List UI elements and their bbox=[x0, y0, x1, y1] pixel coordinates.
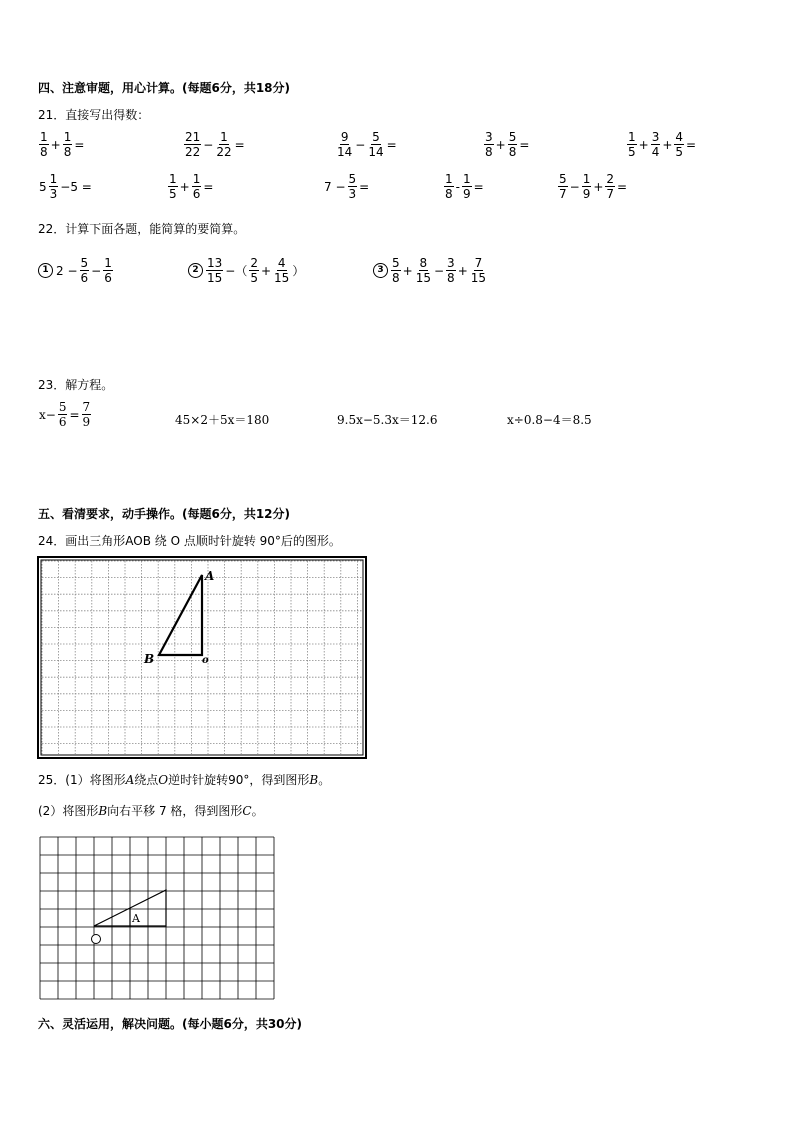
q21-expression bbox=[167, 172, 214, 201]
fraction bbox=[58, 400, 68, 429]
numerator: 7 bbox=[474, 256, 483, 270]
fraction bbox=[82, 400, 92, 429]
denominator: 8 bbox=[445, 187, 453, 201]
fraction bbox=[273, 256, 290, 285]
operator-text: − bbox=[433, 263, 445, 278]
operator-text: = bbox=[686, 137, 697, 152]
fraction bbox=[63, 130, 73, 159]
numerator: 7 bbox=[82, 400, 91, 414]
operator-text: −（ bbox=[225, 264, 248, 278]
fraction bbox=[508, 130, 518, 159]
section5-title: 五、看清要求，动手操作。(每题6分，共12分) bbox=[38, 507, 291, 521]
fraction bbox=[391, 256, 401, 285]
numerator: 5 bbox=[80, 256, 89, 270]
fraction bbox=[103, 256, 113, 285]
operator-text: = bbox=[519, 137, 530, 152]
operator-text: = bbox=[74, 137, 85, 152]
q23-equation bbox=[174, 411, 270, 428]
operator-text: x÷0.8−4＝8.5 bbox=[507, 413, 592, 427]
numerator: 1 bbox=[49, 172, 58, 186]
numerator: 21 bbox=[185, 130, 201, 144]
q21-expression bbox=[443, 172, 485, 201]
fraction bbox=[215, 130, 232, 159]
fraction bbox=[484, 130, 494, 159]
q21-expression bbox=[38, 130, 85, 159]
circled-number: 2 bbox=[188, 263, 203, 278]
numerator: 1 bbox=[104, 256, 112, 270]
fraction bbox=[367, 130, 384, 159]
denominator: 8 bbox=[40, 145, 48, 159]
fraction bbox=[206, 256, 223, 285]
q21-expression bbox=[335, 130, 398, 159]
fraction bbox=[627, 130, 637, 159]
circled-number: 1 bbox=[38, 263, 53, 278]
point-o-circle bbox=[92, 935, 101, 944]
operator-text: = bbox=[617, 179, 628, 194]
numerator: 5 bbox=[372, 130, 380, 144]
fraction bbox=[192, 172, 202, 201]
section6-title: 六、灵活运用，解决问题。(每小题6分，共30分) bbox=[38, 1017, 303, 1031]
numerator: 4 bbox=[277, 256, 286, 270]
operator-text: + bbox=[457, 263, 468, 278]
denominator: 22 bbox=[216, 145, 232, 159]
operator-text: = bbox=[359, 179, 370, 194]
numerator: 1 bbox=[63, 130, 72, 144]
denominator: 6 bbox=[80, 271, 89, 285]
fraction bbox=[249, 256, 259, 285]
numerator: 5 bbox=[559, 172, 567, 186]
operator-text: = bbox=[203, 179, 214, 194]
denominator: 15 bbox=[274, 271, 290, 285]
fraction bbox=[470, 256, 487, 285]
denominator: 22 bbox=[185, 145, 201, 159]
section4-title: 四、注意审题，用心计算。(每题6分，共18分) bbox=[38, 81, 291, 95]
numerator: 2 bbox=[606, 172, 615, 186]
q21-expression bbox=[626, 130, 697, 159]
operator-text: 45×2＋5x＝180 bbox=[175, 413, 270, 427]
denominator: 14 bbox=[368, 145, 384, 159]
numerator: 5 bbox=[348, 172, 357, 186]
operator-text: = bbox=[386, 137, 397, 152]
numerator: 1 bbox=[220, 130, 228, 144]
numerator: 1 bbox=[445, 172, 453, 186]
fraction bbox=[558, 172, 568, 201]
numerator: 1 bbox=[192, 172, 201, 186]
operator-text: 2 − bbox=[56, 263, 78, 278]
denominator: 8 bbox=[392, 271, 400, 285]
fraction bbox=[415, 256, 432, 285]
fraction bbox=[80, 256, 90, 285]
operator-text: = bbox=[473, 179, 484, 194]
point-a-label: A bbox=[205, 569, 215, 583]
numerator: 5 bbox=[508, 130, 517, 144]
fraction bbox=[582, 172, 592, 201]
q22-expression bbox=[38, 256, 114, 285]
shape-a-label: A bbox=[132, 912, 140, 925]
fraction bbox=[39, 130, 49, 159]
numerator: 9 bbox=[340, 130, 349, 144]
denominator: 4 bbox=[651, 145, 660, 159]
numerator: 1 bbox=[40, 130, 48, 144]
fraction bbox=[444, 172, 454, 201]
q23-equation bbox=[336, 411, 438, 428]
operator-text: 7 − bbox=[324, 179, 346, 194]
denominator: 6 bbox=[104, 271, 112, 285]
numerator: 8 bbox=[419, 256, 428, 270]
q24-label: 24．画出三角形AOB 绕 O 点顺时针旋转 90°后的图形。 bbox=[38, 534, 341, 548]
denominator: 5 bbox=[675, 145, 684, 159]
fraction bbox=[49, 172, 59, 201]
circled-number: 3 bbox=[373, 263, 388, 278]
operator-text: + bbox=[593, 179, 604, 194]
operator-text: + bbox=[179, 179, 190, 194]
q21-expression bbox=[38, 172, 93, 201]
q21-expression bbox=[183, 130, 246, 159]
denominator: 15 bbox=[207, 271, 223, 285]
denominator: 7 bbox=[559, 187, 567, 201]
denominator: 9 bbox=[462, 187, 471, 201]
denominator: 9 bbox=[582, 187, 591, 201]
denominator: 15 bbox=[470, 271, 487, 285]
operator-text: − bbox=[203, 137, 214, 152]
operator-text: + bbox=[260, 263, 272, 278]
operator-text: = bbox=[69, 407, 80, 422]
fraction bbox=[184, 130, 201, 159]
operator-text: 5 bbox=[39, 179, 47, 194]
operator-text: − bbox=[355, 137, 366, 152]
operator-text: - bbox=[455, 179, 460, 194]
q21-expression bbox=[323, 172, 370, 201]
q23-label: 23．解方程。 bbox=[38, 378, 114, 392]
denominator: 14 bbox=[337, 145, 353, 159]
denominator: 5 bbox=[169, 187, 177, 201]
fraction bbox=[462, 172, 472, 201]
q25-line2: (2）将图形B向右平移 7 格，得到图形C。 bbox=[38, 804, 264, 818]
fraction bbox=[168, 172, 178, 201]
denominator: 8 bbox=[63, 145, 72, 159]
denominator: 9 bbox=[82, 415, 91, 429]
operator-text: + bbox=[662, 137, 673, 152]
rotation-grid-figure bbox=[37, 556, 368, 760]
numerator: 1 bbox=[462, 172, 471, 186]
numerator: 1 bbox=[582, 172, 591, 186]
operator-text: + bbox=[638, 137, 649, 152]
q22-expression bbox=[188, 256, 305, 285]
operator-text: − bbox=[91, 263, 102, 278]
q25-line1: 25．(1）将图形A绕点O逆时针旋转90°，得到图形B。 bbox=[38, 773, 331, 787]
numerator: 1 bbox=[628, 130, 636, 144]
q21-label: 21．直接写出得数： bbox=[38, 108, 150, 122]
denominator: 6 bbox=[58, 415, 67, 429]
q22-expression bbox=[373, 256, 488, 285]
numerator: 3 bbox=[651, 130, 660, 144]
denominator: 15 bbox=[415, 271, 431, 285]
fraction bbox=[446, 256, 456, 285]
operator-text: + bbox=[50, 137, 61, 152]
q22-label: 22．计算下面各题，能简算的要简算。 bbox=[38, 222, 246, 236]
numerator: 1 bbox=[169, 172, 177, 186]
numerator: 5 bbox=[392, 256, 400, 270]
operator-text: 9.5x−5.3x＝12.6 bbox=[337, 413, 438, 427]
numerator: 13 bbox=[207, 256, 223, 270]
point-o-label: o bbox=[202, 655, 209, 666]
denominator: 8 bbox=[508, 145, 517, 159]
q21-expression bbox=[483, 130, 530, 159]
fraction bbox=[674, 130, 684, 159]
numerator: 3 bbox=[485, 130, 493, 144]
numerator: 4 bbox=[675, 130, 684, 144]
denominator: 7 bbox=[606, 187, 615, 201]
operator-text: − bbox=[569, 179, 580, 194]
q23-equation bbox=[38, 400, 92, 429]
operator-text: x− bbox=[39, 407, 56, 422]
square-grid bbox=[40, 837, 274, 999]
operator-text: ） bbox=[292, 264, 305, 278]
q21-expression bbox=[557, 172, 628, 201]
denominator: 8 bbox=[485, 145, 493, 159]
operator-text: + bbox=[495, 137, 506, 152]
denominator: 5 bbox=[250, 271, 258, 285]
denominator: 3 bbox=[49, 187, 58, 201]
triangle-aob bbox=[159, 575, 202, 655]
operator-text: + bbox=[402, 263, 413, 278]
denominator: 3 bbox=[348, 187, 357, 201]
denominator: 8 bbox=[447, 271, 455, 285]
q23-equation bbox=[506, 411, 593, 428]
fraction bbox=[605, 172, 615, 201]
numerator: 3 bbox=[447, 256, 455, 270]
translation-grid-figure bbox=[39, 836, 276, 1002]
fraction bbox=[336, 130, 353, 159]
operator-text: = bbox=[234, 137, 245, 152]
denominator: 6 bbox=[192, 187, 201, 201]
point-b-label: B bbox=[144, 652, 155, 666]
fraction bbox=[651, 130, 661, 159]
operator-text: −5 = bbox=[60, 179, 92, 194]
numerator: 5 bbox=[58, 400, 67, 414]
fraction bbox=[348, 172, 358, 201]
numerator: 2 bbox=[250, 256, 258, 270]
denominator: 5 bbox=[628, 145, 636, 159]
